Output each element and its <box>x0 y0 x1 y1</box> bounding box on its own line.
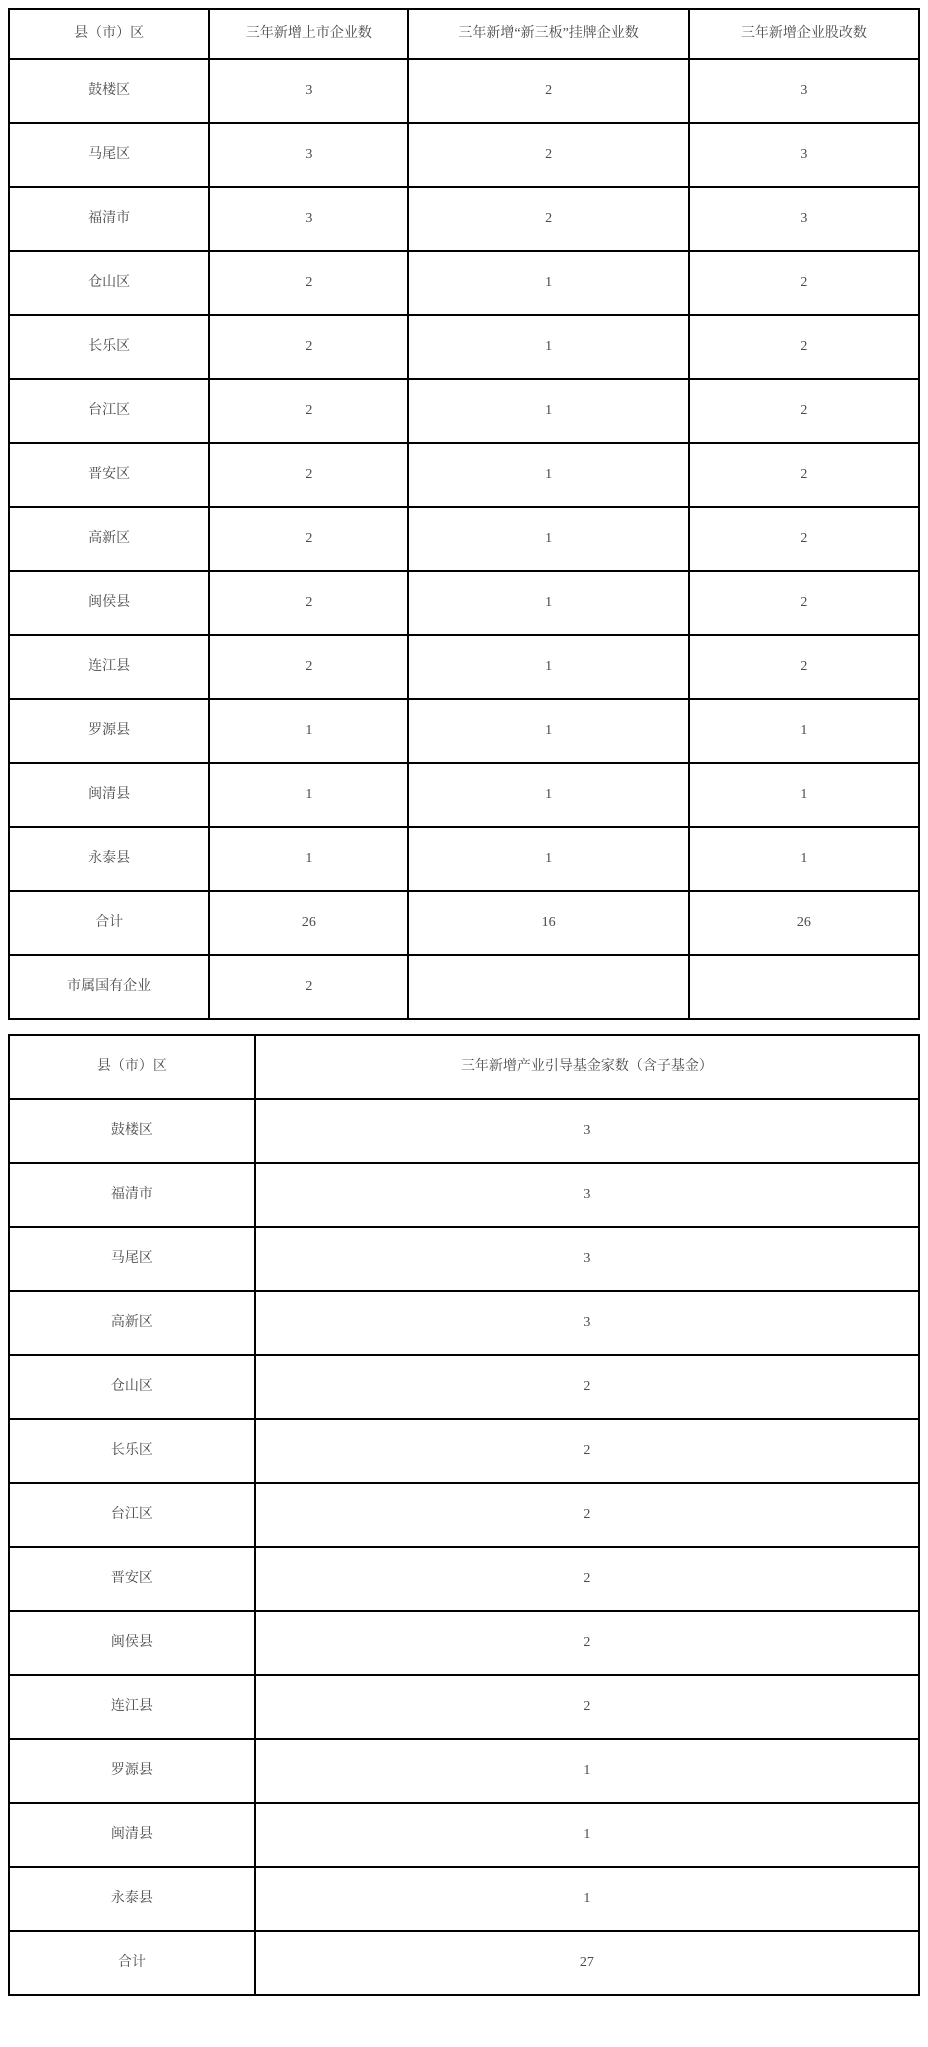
value-cell: 26 <box>209 891 408 955</box>
value-cell: 1 <box>408 699 688 763</box>
value-cell: 2 <box>689 379 919 443</box>
value-cell: 3 <box>689 187 919 251</box>
table-row <box>9 891 919 955</box>
value-cell: 2 <box>689 315 919 379</box>
table-row <box>9 507 919 571</box>
value-cell: 1 <box>689 827 919 891</box>
value-cell: 1 <box>408 379 688 443</box>
district-cell: 鼓楼区 <box>9 1099 255 1163</box>
district-cell: 长乐区 <box>9 1419 255 1483</box>
value-cell: 2 <box>209 251 408 315</box>
value-cell: 1 <box>689 699 919 763</box>
table-row <box>9 1739 919 1803</box>
district-cell: 合计 <box>9 891 209 955</box>
value-cell: 3 <box>255 1291 919 1355</box>
value-cell: 2 <box>689 251 919 315</box>
value-cell: 3 <box>209 123 408 187</box>
district-cell: 永泰县 <box>9 827 209 891</box>
district-cell: 高新区 <box>9 1291 255 1355</box>
table-row <box>9 1163 919 1227</box>
value-cell: 1 <box>408 507 688 571</box>
district-cell: 连江县 <box>9 635 209 699</box>
table-row <box>9 1419 919 1483</box>
district-cell: 闽侯县 <box>9 571 209 635</box>
value-cell: 1 <box>209 763 408 827</box>
table-row <box>9 1483 919 1547</box>
table-row <box>9 187 919 251</box>
value-cell: 3 <box>209 187 408 251</box>
district-cell: 福清市 <box>9 187 209 251</box>
value-cell: 3 <box>255 1099 919 1163</box>
value-cell: 2 <box>408 187 688 251</box>
district-cell: 闽清县 <box>9 1803 255 1867</box>
value-cell: 2 <box>689 571 919 635</box>
table-row <box>9 1931 919 1995</box>
table-row <box>9 379 919 443</box>
value-cell: 2 <box>209 379 408 443</box>
district-cell: 鼓楼区 <box>9 59 209 123</box>
value-cell: 1 <box>408 571 688 635</box>
district-cell: 闽侯县 <box>9 1611 255 1675</box>
value-cell: 2 <box>689 443 919 507</box>
guidance-fund-table <box>8 1034 920 1996</box>
value-cell: 27 <box>255 1931 919 1995</box>
column-header: 三年新增企业股改数 <box>689 9 919 59</box>
value-cell: 3 <box>689 123 919 187</box>
column-header: 县（市）区 <box>9 1035 255 1099</box>
district-cell: 马尾区 <box>9 123 209 187</box>
table-row <box>9 1355 919 1419</box>
district-cell: 合计 <box>9 1931 255 1995</box>
district-cell: 罗源县 <box>9 699 209 763</box>
value-cell <box>408 955 688 1019</box>
district-cell: 台江区 <box>9 379 209 443</box>
table-row <box>9 955 919 1019</box>
value-cell: 2 <box>209 635 408 699</box>
table-row <box>9 1867 919 1931</box>
district-cell: 闽清县 <box>9 763 209 827</box>
value-cell: 1 <box>408 315 688 379</box>
table-body <box>9 59 919 1019</box>
district-cell: 马尾区 <box>9 1227 255 1291</box>
table-row <box>9 251 919 315</box>
value-cell: 1 <box>209 827 408 891</box>
table-row <box>9 1611 919 1675</box>
value-cell: 2 <box>255 1611 919 1675</box>
table-row <box>9 59 919 123</box>
table-header-row <box>9 1035 919 1099</box>
value-cell: 1 <box>255 1739 919 1803</box>
value-cell: 2 <box>255 1355 919 1419</box>
value-cell: 2 <box>209 315 408 379</box>
value-cell: 2 <box>209 955 408 1019</box>
value-cell: 2 <box>255 1419 919 1483</box>
value-cell: 26 <box>689 891 919 955</box>
district-cell: 福清市 <box>9 1163 255 1227</box>
district-cell: 长乐区 <box>9 315 209 379</box>
value-cell: 2 <box>209 507 408 571</box>
value-cell: 2 <box>209 443 408 507</box>
value-cell: 1 <box>408 763 688 827</box>
value-cell: 2 <box>408 123 688 187</box>
value-cell: 1 <box>255 1803 919 1867</box>
district-cell: 台江区 <box>9 1483 255 1547</box>
value-cell: 2 <box>689 507 919 571</box>
value-cell: 3 <box>209 59 408 123</box>
table-row <box>9 123 919 187</box>
table-row <box>9 571 919 635</box>
new-listed-companies-table <box>8 8 920 1020</box>
value-cell: 1 <box>209 699 408 763</box>
value-cell: 3 <box>255 1163 919 1227</box>
table-row <box>9 699 919 763</box>
table-body <box>9 1099 919 1995</box>
table-row <box>9 827 919 891</box>
table-row <box>9 1675 919 1739</box>
table-row <box>9 635 919 699</box>
table-row <box>9 1099 919 1163</box>
column-header: 县（市）区 <box>9 9 209 59</box>
table-row <box>9 1803 919 1867</box>
table-row <box>9 1547 919 1611</box>
value-cell: 1 <box>255 1867 919 1931</box>
value-cell: 1 <box>408 443 688 507</box>
value-cell: 1 <box>408 251 688 315</box>
district-cell: 罗源县 <box>9 1739 255 1803</box>
table-row <box>9 1291 919 1355</box>
value-cell: 3 <box>689 59 919 123</box>
district-cell: 高新区 <box>9 507 209 571</box>
value-cell: 2 <box>255 1675 919 1739</box>
table-row <box>9 443 919 507</box>
district-cell: 晋安区 <box>9 443 209 507</box>
table-header-row <box>9 9 919 59</box>
district-cell: 晋安区 <box>9 1547 255 1611</box>
value-cell <box>689 955 919 1019</box>
value-cell: 3 <box>255 1227 919 1291</box>
district-cell: 仓山区 <box>9 1355 255 1419</box>
value-cell: 2 <box>689 635 919 699</box>
district-cell: 连江县 <box>9 1675 255 1739</box>
table-row <box>9 315 919 379</box>
value-cell: 2 <box>255 1483 919 1547</box>
value-cell: 1 <box>689 763 919 827</box>
value-cell: 2 <box>408 59 688 123</box>
column-header: 三年新增上市企业数 <box>209 9 408 59</box>
table-row <box>9 1227 919 1291</box>
value-cell: 16 <box>408 891 688 955</box>
district-cell: 市属国有企业 <box>9 955 209 1019</box>
value-cell: 2 <box>255 1547 919 1611</box>
column-header: 三年新增产业引导基金家数（含子基金） <box>255 1035 919 1099</box>
district-cell: 永泰县 <box>9 1867 255 1931</box>
value-cell: 1 <box>408 635 688 699</box>
district-cell: 仓山区 <box>9 251 209 315</box>
column-header: 三年新增“新三板”挂牌企业数 <box>408 9 688 59</box>
value-cell: 2 <box>209 571 408 635</box>
value-cell: 1 <box>408 827 688 891</box>
table-row <box>9 763 919 827</box>
